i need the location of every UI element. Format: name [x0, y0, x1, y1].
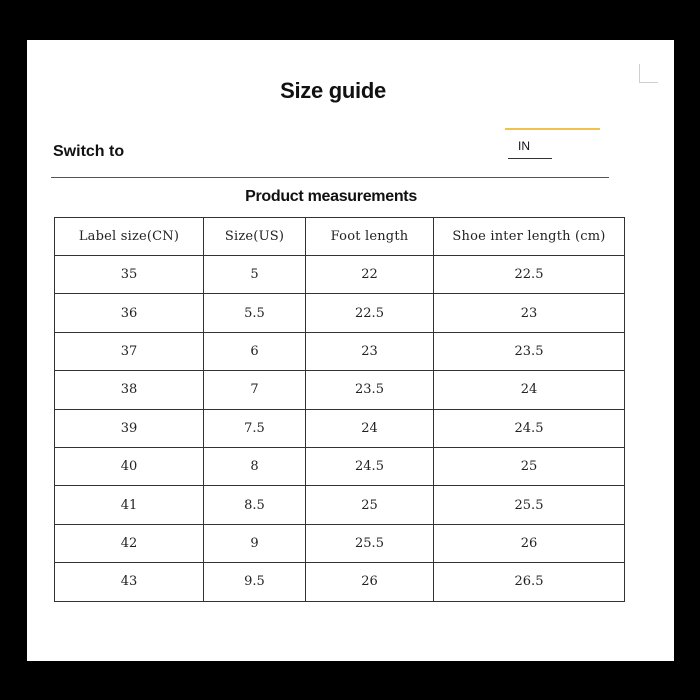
table-header-row: [55, 218, 625, 256]
cell-shoe-inner-length: 26: [434, 524, 625, 562]
cell-size-cn: 39: [55, 409, 204, 447]
table-row: [55, 486, 625, 524]
size-guide-panel: [27, 40, 674, 661]
cell-size-us: 6: [204, 332, 306, 370]
unit-accent-line: [505, 128, 600, 130]
table-row: [55, 447, 625, 485]
cell-size-us: 7: [204, 371, 306, 409]
table-row: [55, 294, 625, 332]
cell-size-cn: 41: [55, 486, 204, 524]
table-row: [55, 409, 625, 447]
table-row: [55, 563, 625, 601]
divider: [51, 177, 609, 178]
cell-shoe-inner-length: 22.5: [434, 256, 625, 294]
cell-size-us: 9: [204, 524, 306, 562]
header-foot-length: Foot length: [306, 218, 434, 256]
section-title: Product measurements: [245, 188, 417, 205]
unit-toggle-in[interactable]: IN: [508, 138, 552, 159]
cell-size-cn: 40: [55, 447, 204, 485]
table-row: [55, 332, 625, 370]
cell-size-us: 5.5: [204, 294, 306, 332]
cell-size-cn: 37: [55, 332, 204, 370]
header-label-size-cn: Label size(CN): [55, 218, 204, 256]
cell-foot-length: 23.5: [306, 371, 434, 409]
corner-icon: [639, 64, 658, 83]
cell-size-cn: 42: [55, 524, 204, 562]
table-row: [55, 524, 625, 562]
cell-shoe-inner-length: 23: [434, 294, 625, 332]
cell-size-us: 8: [204, 447, 306, 485]
cell-size-cn: 43: [55, 563, 204, 601]
page-title: Size guide: [280, 78, 386, 103]
header-size-us: Size(US): [204, 218, 306, 256]
cell-foot-length: 23: [306, 332, 434, 370]
cell-foot-length: 22.5: [306, 294, 434, 332]
cell-shoe-inner-length: 23.5: [434, 332, 625, 370]
cell-size-us: 5: [204, 256, 306, 294]
header-shoe-inner-length: Shoe inter length (cm): [434, 218, 625, 256]
cell-size-us: 9.5: [204, 563, 306, 601]
cell-foot-length: 25.5: [306, 524, 434, 562]
table-row: [55, 256, 625, 294]
cell-shoe-inner-length: 25: [434, 447, 625, 485]
switch-label: Switch to: [53, 143, 125, 160]
cell-size-us: 8.5: [204, 486, 306, 524]
cell-foot-length: 24.5: [306, 447, 434, 485]
cell-foot-length: 26: [306, 563, 434, 601]
cell-foot-length: 24: [306, 409, 434, 447]
cell-size-cn: 38: [55, 371, 204, 409]
size-table: [54, 217, 625, 602]
cell-shoe-inner-length: 24: [434, 371, 625, 409]
cell-foot-length: 22: [306, 256, 434, 294]
cell-shoe-inner-length: 24.5: [434, 409, 625, 447]
cell-size-cn: 36: [55, 294, 204, 332]
cell-size-cn: 35: [55, 256, 204, 294]
cell-shoe-inner-length: 25.5: [434, 486, 625, 524]
cell-foot-length: 25: [306, 486, 434, 524]
cell-size-us: 7.5: [204, 409, 306, 447]
table-row: [55, 371, 625, 409]
cell-shoe-inner-length: 26.5: [434, 563, 625, 601]
